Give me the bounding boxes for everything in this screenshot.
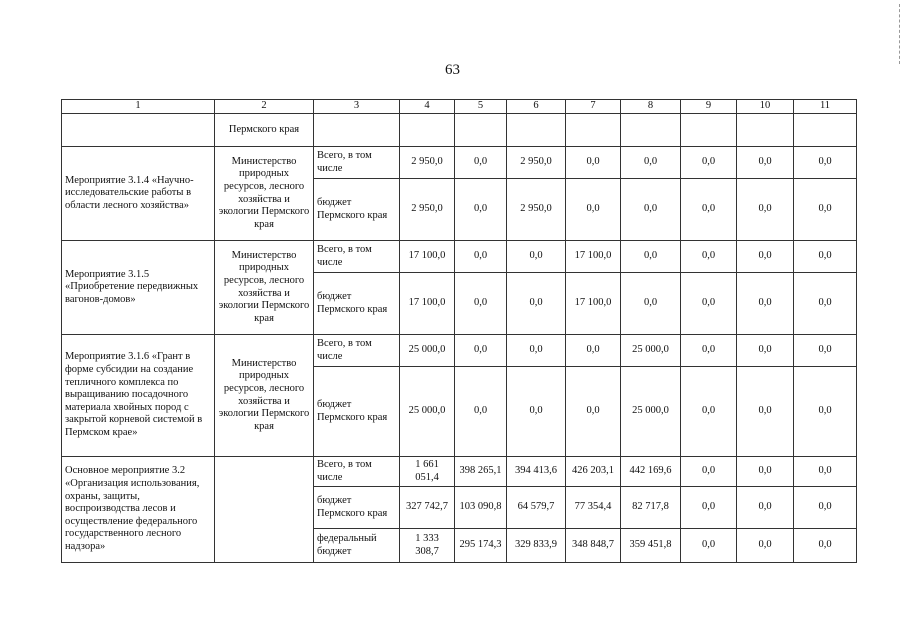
value-cell: 0,0: [794, 367, 857, 457]
executor-cell: [215, 457, 314, 563]
value-cell: 17 100,0: [566, 273, 621, 335]
value-cell: 2 950,0: [400, 147, 455, 179]
value-cell: 0,0: [737, 147, 794, 179]
funding-source-cell: Всего, в том числе: [314, 241, 400, 273]
value-cell: 0,0: [681, 147, 737, 179]
funding-source-cell: Всего, в том числе: [314, 335, 400, 367]
table-row: [62, 335, 857, 367]
value-cell: 0,0: [681, 179, 737, 241]
value-cell: 0,0: [507, 367, 566, 457]
value-cell: 0,0: [737, 457, 794, 487]
measure-name-cell: Мероприятие 3.1.6 «Грант в форме субсидии на создание тепличного комплекса по выращиванию посадочного материала хвойных пород с закрытой корневой системой в Пермском крае»: [62, 335, 215, 457]
value-cell: 426 203,1: [566, 457, 621, 487]
program-table: [61, 99, 857, 563]
value-cell: 82 717,8: [621, 487, 681, 529]
value-cell: 0,0: [455, 367, 507, 457]
value-cell: 0,0: [566, 335, 621, 367]
value-cell: 1 333 308,7: [400, 529, 455, 563]
page-number: 63: [445, 62, 460, 78]
value-cell: 17 100,0: [400, 273, 455, 335]
value-cell: 0,0: [681, 335, 737, 367]
value-cell: 0,0: [737, 529, 794, 563]
executor-cell: Пермского края: [215, 114, 314, 147]
value-cell: 398 265,1: [455, 457, 507, 487]
value-cell: 0,0: [455, 147, 507, 179]
value-cell: 64 579,7: [507, 487, 566, 529]
value-cell: 327 742,7: [400, 487, 455, 529]
table-cell: [400, 114, 455, 147]
funding-source-cell: федеральный бюджет: [314, 529, 400, 563]
header-cell: 7: [566, 100, 621, 114]
value-cell: 0,0: [681, 241, 737, 273]
table-cell: [62, 114, 215, 147]
table-cell: [566, 114, 621, 147]
table-cell: [507, 114, 566, 147]
header-cell: 1: [62, 100, 215, 114]
funding-source-cell: бюджет Пермского края: [314, 273, 400, 335]
value-cell: 0,0: [737, 241, 794, 273]
value-cell: 0,0: [455, 335, 507, 367]
table-row: [62, 241, 857, 273]
value-cell: 17 100,0: [400, 241, 455, 273]
value-cell: 0,0: [566, 147, 621, 179]
value-cell: 0,0: [794, 179, 857, 241]
value-cell: 2 950,0: [507, 147, 566, 179]
value-cell: 0,0: [681, 529, 737, 563]
value-cell: 0,0: [794, 273, 857, 335]
funding-source-cell: бюджет Пермского края: [314, 487, 400, 529]
value-cell: 0,0: [794, 457, 857, 487]
header-cell: 2: [215, 100, 314, 114]
table-cell: [681, 114, 737, 147]
value-cell: 0,0: [621, 241, 681, 273]
value-cell: 0,0: [737, 487, 794, 529]
header-cell: 9: [681, 100, 737, 114]
funding-source-cell: Всего, в том числе: [314, 457, 400, 487]
header-cell: 8: [621, 100, 681, 114]
funding-source-cell: бюджет Пермского края: [314, 179, 400, 241]
value-cell: 0,0: [566, 179, 621, 241]
header-cell: 6: [507, 100, 566, 114]
value-cell: 0,0: [507, 273, 566, 335]
measure-name-cell: Мероприятие 3.1.5 «Приобретение передвижных вагонов-домов»: [62, 241, 215, 335]
header-row: [62, 100, 857, 114]
value-cell: 77 354,4: [566, 487, 621, 529]
header-cell: 11: [794, 100, 857, 114]
value-cell: 25 000,0: [621, 367, 681, 457]
value-cell: 25 000,0: [400, 335, 455, 367]
value-cell: 103 090,8: [455, 487, 507, 529]
value-cell: 0,0: [794, 335, 857, 367]
value-cell: 0,0: [737, 273, 794, 335]
value-cell: 0,0: [737, 335, 794, 367]
value-cell: 442 169,6: [621, 457, 681, 487]
value-cell: 295 174,3: [455, 529, 507, 563]
value-cell: 359 451,8: [621, 529, 681, 563]
value-cell: 0,0: [681, 457, 737, 487]
value-cell: 2 950,0: [400, 179, 455, 241]
value-cell: 0,0: [681, 487, 737, 529]
value-cell: 394 413,6: [507, 457, 566, 487]
value-cell: 0,0: [455, 241, 507, 273]
value-cell: 1 661 051,4: [400, 457, 455, 487]
value-cell: 0,0: [566, 367, 621, 457]
table-row: [62, 457, 857, 487]
value-cell: 0,0: [507, 241, 566, 273]
value-cell: 329 833,9: [507, 529, 566, 563]
value-cell: 0,0: [681, 273, 737, 335]
executor-cell: Министерство природных ресурсов, лесного хозяйства и экологии Пермского края: [215, 147, 314, 241]
header-cell: 3: [314, 100, 400, 114]
table-cell: [794, 114, 857, 147]
value-cell: 17 100,0: [566, 241, 621, 273]
value-cell: 0,0: [621, 273, 681, 335]
value-cell: 0,0: [794, 487, 857, 529]
value-cell: 0,0: [507, 335, 566, 367]
value-cell: 0,0: [794, 241, 857, 273]
table-cell: [314, 114, 400, 147]
value-cell: 0,0: [455, 273, 507, 335]
header-cell: 5: [455, 100, 507, 114]
funding-source-cell: бюджет Пермского края: [314, 367, 400, 457]
value-cell: 0,0: [794, 147, 857, 179]
value-cell: 348 848,7: [566, 529, 621, 563]
measure-name-cell: Основное мероприятие 3.2 «Организация использования, охраны, защиты, воспроизводства лесов и осуществление федерального государственного лесного надзора»: [62, 457, 215, 563]
table-cell: [737, 114, 794, 147]
header-cell: 10: [737, 100, 794, 114]
table-cell: [455, 114, 507, 147]
value-cell: 0,0: [737, 367, 794, 457]
header-cell: 4: [400, 100, 455, 114]
table-row: [62, 114, 857, 147]
value-cell: 2 950,0: [507, 179, 566, 241]
measure-name-cell: Мероприятие 3.1.4 «Научно-исследовательские работы в области лесного хозяйства»: [62, 147, 215, 241]
value-cell: 0,0: [621, 179, 681, 241]
table-row: [62, 147, 857, 179]
value-cell: 0,0: [794, 529, 857, 563]
executor-cell: Министерство природных ресурсов, лесного хозяйства и экологии Пермского края: [215, 241, 314, 335]
table-cell: [621, 114, 681, 147]
value-cell: 25 000,0: [400, 367, 455, 457]
page-edge-mark: [899, 4, 901, 64]
value-cell: 25 000,0: [621, 335, 681, 367]
executor-cell: Министерство природных ресурсов, лесного хозяйства и экологии Пермского края: [215, 335, 314, 457]
value-cell: 0,0: [681, 367, 737, 457]
funding-source-cell: Всего, в том числе: [314, 147, 400, 179]
value-cell: 0,0: [455, 179, 507, 241]
value-cell: 0,0: [621, 147, 681, 179]
value-cell: 0,0: [737, 179, 794, 241]
